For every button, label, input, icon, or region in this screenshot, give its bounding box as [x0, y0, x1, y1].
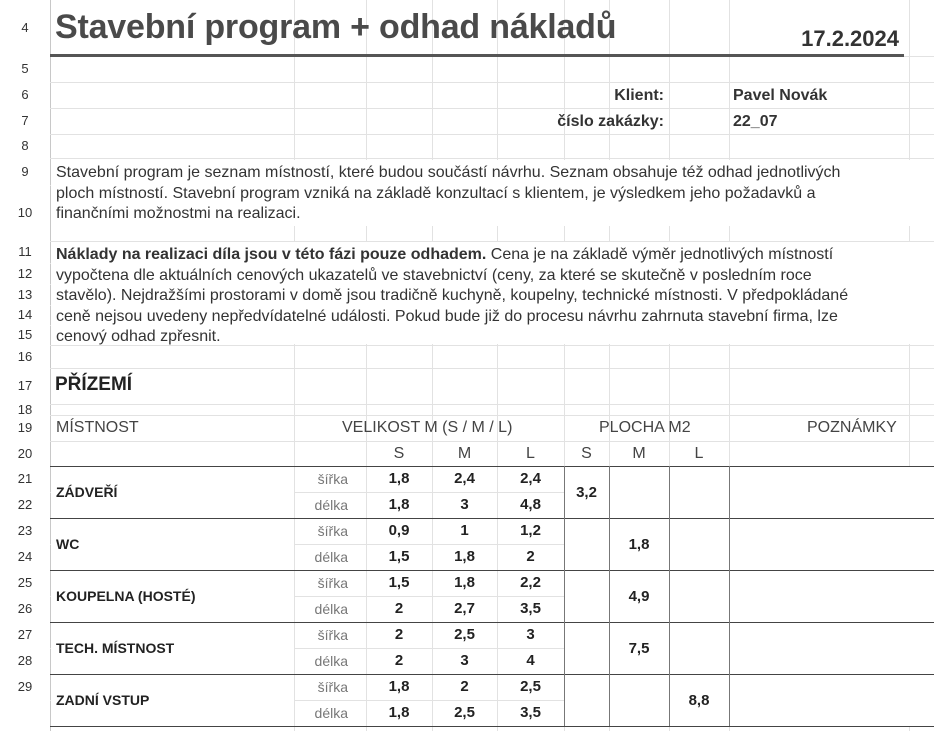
width-value[interactable]: 2,4: [454, 470, 475, 487]
width-label: šířka: [317, 471, 348, 487]
row-number[interactable]: 27: [17, 627, 33, 642]
row-number[interactable]: 22: [17, 497, 33, 512]
order-number: 22_07: [733, 113, 778, 130]
intro-line: finančními možnostmi na realizaci.: [56, 205, 301, 222]
col-subheader: L: [694, 445, 704, 462]
length-label: délka: [314, 549, 348, 565]
width-value[interactable]: 2,2: [520, 574, 541, 591]
col-subheader: M: [632, 445, 646, 462]
row-number[interactable]: 15: [17, 327, 33, 342]
room-name[interactable]: KOUPELNA (HOSTÉ): [56, 588, 196, 604]
col-header-size: VELIKOST M (S / M / L): [342, 419, 513, 436]
area-divider: [669, 674, 670, 726]
costs-paragraph: [56, 245, 906, 348]
row-gridline: [50, 441, 934, 442]
area-divider: [729, 622, 730, 674]
row-number[interactable]: 7: [21, 113, 29, 128]
row-gridline: [50, 404, 934, 405]
room-top-border: [50, 466, 934, 467]
width-value[interactable]: 0,9: [388, 522, 410, 539]
row-number[interactable]: 9: [21, 163, 29, 179]
width-value[interactable]: 1,8: [454, 574, 475, 591]
row-number[interactable]: 26: [17, 601, 33, 616]
width-label: šířka: [317, 627, 348, 643]
width-value[interactable]: 2: [394, 626, 404, 643]
length-value[interactable]: 1,8: [388, 704, 410, 721]
length-label: délka: [314, 601, 348, 617]
area-divider: [609, 674, 610, 726]
row-number[interactable]: 18: [17, 401, 33, 417]
area-divider: [564, 518, 565, 570]
costs-emphasis: Náklady na realizaci díla jsou v této fázi pouze odhadem.: [56, 246, 487, 263]
row-number[interactable]: 17: [17, 378, 33, 393]
row-number[interactable]: 19: [17, 420, 33, 435]
width-value[interactable]: 3: [526, 626, 535, 643]
row-number[interactable]: 4: [21, 20, 29, 35]
client-label: Klient:: [614, 87, 664, 104]
area-value[interactable]: 4,9: [628, 588, 650, 605]
row-number[interactable]: 16: [17, 348, 33, 364]
area-divider: [669, 466, 670, 518]
length-value[interactable]: 3,5: [520, 600, 541, 617]
col-subheader: M: [457, 445, 472, 462]
area-divider: [609, 622, 610, 674]
length-value[interactable]: 3: [460, 652, 469, 669]
length-value[interactable]: 1,8: [454, 548, 475, 565]
area-value[interactable]: 7,5: [628, 640, 650, 657]
width-label: šířka: [317, 679, 348, 695]
length-value[interactable]: 1,8: [388, 496, 410, 513]
area-divider: [729, 570, 730, 622]
length-value[interactable]: 3: [460, 496, 469, 513]
length-value[interactable]: 2,5: [454, 704, 475, 721]
area-value[interactable]: 8,8: [688, 692, 710, 709]
width-value[interactable]: 2: [460, 678, 469, 695]
row-number[interactable]: 14: [17, 307, 33, 322]
row-number[interactable]: 12: [17, 265, 33, 281]
title-rule: [50, 54, 904, 57]
room-name[interactable]: WC: [56, 536, 80, 552]
row-number[interactable]: 8: [21, 138, 29, 153]
room-name[interactable]: ZÁDVEŘÍ: [56, 484, 118, 500]
length-value[interactable]: 2: [394, 652, 404, 669]
row-number[interactable]: 29: [17, 679, 33, 694]
room-block-bg: [51, 519, 294, 570]
costs-line: stavělo). Nejdražšími prostorami v domě jsou tradičně kuchyně, koupelny, technické místnosti. V předpokládané: [56, 287, 849, 304]
length-value[interactable]: 2,7: [454, 600, 475, 617]
area-divider: [564, 622, 565, 674]
area-divider: [729, 674, 730, 726]
row-gridline: [50, 158, 934, 159]
col-header-room: MÍSTNOST: [56, 419, 139, 436]
room-top-border: [50, 622, 934, 623]
document-date: 17.2.2024: [801, 26, 899, 51]
row-gridline: [50, 368, 934, 369]
width-value[interactable]: 1,8: [388, 678, 410, 695]
area-value[interactable]: 3,2: [576, 484, 597, 501]
length-value[interactable]: 2: [394, 600, 404, 617]
area-divider: [609, 570, 610, 622]
area-block-bg: [565, 467, 934, 518]
row-gridline: [50, 415, 934, 416]
area-divider: [609, 518, 610, 570]
row-number[interactable]: 28: [17, 653, 33, 668]
row-header-column: [0, 0, 51, 731]
section-title: PŘÍZEMÍ: [55, 374, 133, 395]
page-title: Stavební program + odhad nákladů: [55, 8, 617, 46]
costs-line: cenový odhad zpřesnit.: [56, 328, 221, 345]
room-name[interactable]: ZADNÍ VSTUP: [56, 692, 150, 708]
length-label: délka: [314, 653, 348, 669]
area-value[interactable]: 1,8: [628, 536, 650, 553]
width-label: šířka: [317, 575, 348, 591]
width-value[interactable]: 1,5: [388, 574, 410, 591]
width-value[interactable]: 1: [460, 522, 469, 539]
row-number[interactable]: 24: [17, 549, 33, 564]
length-value[interactable]: 4,8: [520, 496, 541, 513]
col-header-notes: POZNÁMKY: [807, 419, 897, 436]
area-divider: [669, 570, 670, 622]
area-divider: [564, 674, 565, 726]
row-number[interactable]: 13: [17, 286, 33, 302]
order-label: číslo zakázky:: [557, 113, 664, 130]
width-value[interactable]: 2,5: [454, 626, 475, 643]
col-subheader: S: [581, 445, 592, 462]
row-number[interactable]: 21: [17, 471, 33, 486]
area-divider: [669, 518, 670, 570]
intro-line: ploch místností. Stavební program vzniká na základě konzultací s klientem, je výsledkem jeho požadavků a: [56, 184, 816, 202]
area-divider: [729, 518, 730, 570]
row-gridline: [50, 82, 934, 83]
row-gridline: [50, 134, 934, 135]
length-label: délka: [314, 497, 348, 513]
row-number[interactable]: 25: [17, 575, 33, 590]
intro-paragraph: [56, 163, 906, 225]
row-number[interactable]: 20: [17, 445, 33, 461]
table-bottom-border: [50, 726, 934, 727]
area-divider: [609, 466, 610, 518]
row-number[interactable]: 5: [21, 61, 29, 76]
col-header-area: PLOCHA M2: [599, 419, 691, 436]
area-block-bg: [565, 675, 934, 726]
room-top-border: [50, 674, 934, 675]
length-value[interactable]: 2: [526, 548, 535, 565]
client-name: Pavel Novák: [733, 87, 828, 104]
length-value[interactable]: 4: [526, 652, 535, 669]
row-number[interactable]: 23: [17, 523, 33, 538]
area-divider: [669, 622, 670, 674]
length-value[interactable]: 3,5: [520, 704, 541, 721]
area-divider: [564, 570, 565, 622]
room-top-border: [50, 570, 934, 571]
row-number[interactable]: 6: [21, 87, 29, 102]
width-value[interactable]: 1,8: [388, 470, 410, 487]
length-value[interactable]: 1,5: [388, 548, 410, 565]
costs-line: ceně nejsou uvedeny nepředvídatelné události. Pokud bude již do procesu návrhu zahrnuta stavební firma, lze: [56, 307, 838, 325]
area-divider: [729, 466, 730, 518]
length-label: délka: [314, 705, 348, 721]
intro-line: Stavební program je seznam místností, které budou součástí návrhu. Seznam obsahuje též odhad jednotlivých: [56, 164, 841, 181]
area-divider: [564, 466, 565, 518]
costs-line: Cena je na základě výměr jednotlivých místností: [486, 246, 834, 263]
width-label: šířka: [317, 523, 348, 539]
room-top-border: [50, 518, 934, 519]
row-number[interactable]: 10: [17, 205, 33, 220]
width-value[interactable]: 2,4: [520, 470, 541, 487]
col-subheader: S: [393, 445, 405, 462]
room-name[interactable]: TECH. MÍSTNOST: [56, 640, 175, 656]
row-gridline: [50, 108, 934, 109]
col-subheader: L: [526, 445, 535, 462]
row-number[interactable]: 11: [18, 244, 32, 259]
width-value[interactable]: 2,5: [520, 678, 541, 695]
width-value[interactable]: 1,2: [520, 522, 541, 539]
costs-line: vypočtena dle aktuálních cenových ukazatelů ve stavebnictví (ceny, za které se skutečně v posledním roce: [56, 266, 812, 284]
